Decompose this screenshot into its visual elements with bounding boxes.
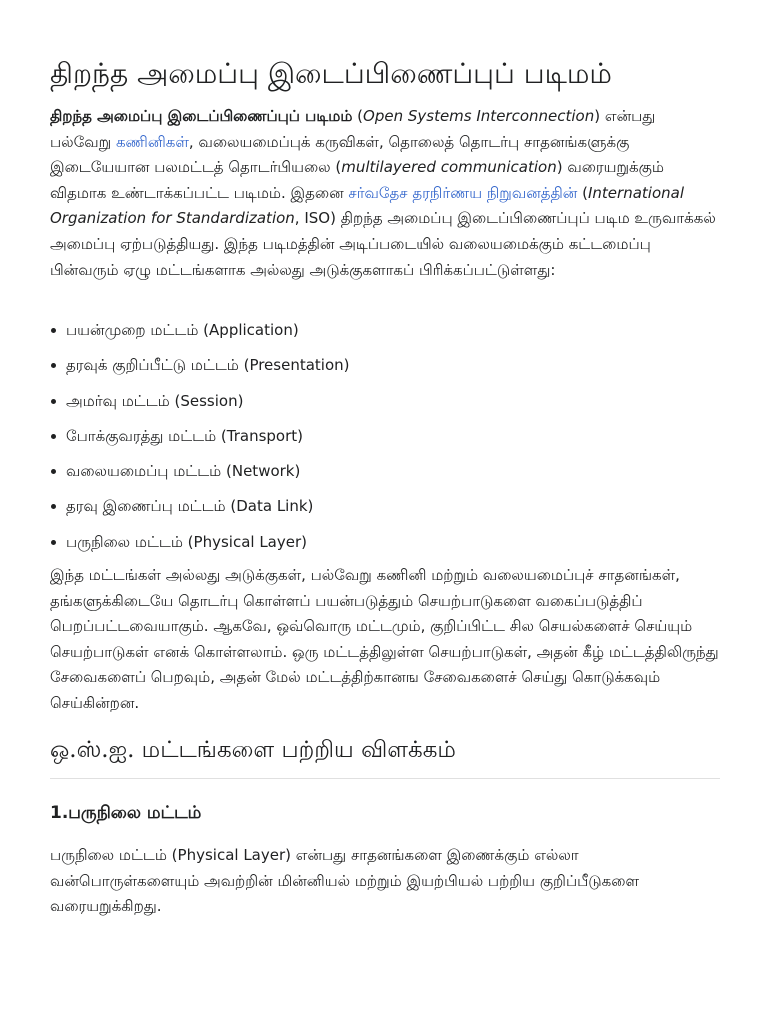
intro-text: ) வரையறுக்கும் விதமாக உண்டாக்கப்பட்ட படிமம். இதனை	[50, 158, 664, 202]
layer-list	[50, 316, 720, 563]
list-item: பருநிலை மட்டம் (Physical Layer)	[50, 528, 720, 563]
list-item: வலையமைப்பு மட்டம் (Network)	[50, 457, 720, 492]
intro-english-name: Open Systems Interconnection	[363, 107, 595, 125]
intro-text: (	[352, 107, 364, 125]
intro-text: (	[577, 183, 588, 202]
intro-text: , வலையமைப்புக் கருவிகள், தொலைத் தொடர்பு சாதனங்களுக்கு இடையேயான பலமட்டத் தொடர்பியலை (	[50, 132, 630, 177]
list-item: தரவு இணைப்பு மட்டம் (Data Link)	[50, 492, 720, 527]
intro-text: , ISO) திறந்த அமைப்பு இடைப்பிணைப்புப் படிம உருவாக்கல் அமைப்பு ஏற்படுத்தியது. இந்த படிமத்தின் அடிப்படையில் வலையமைக்கும் கட்டமைப்பு பின்வரும் ஏழு மட்டங்களாக அல்லது அடுக்குகளாகப் பிரிக்கப்பட்டுள்ளது:	[50, 209, 716, 279]
list-item: அமர்வு மட்டம் (Session)	[50, 387, 720, 422]
intro-iso-full: International Organization for Standardization	[50, 183, 684, 228]
list-item: தரவுக் குறிப்பீட்டு மட்டம் (Presentation)	[50, 351, 720, 386]
intro-multilayered: multilayered communication	[341, 158, 557, 177]
intro-paragraph	[50, 104, 720, 283]
intro-text: ) என்பது பல்வேறு	[50, 107, 656, 151]
layers-explanation-paragraph: இந்த மட்டங்கள் அல்லது அடுக்குகள், பல்வேறு கணினி மற்றும் வலையமைப்புச் சாதனங்கள், தங்களுக்கிடையே தொடர்பு கொள்ளப் பயன்படுத்தும் செயற்பாடுகளை வகைப்படுத்திப் பெறப்பட்டவையாகும். ஆகவே, ஒவ்வொரு மட்டமும், குறிப்பிட்ட சில செயல்களைச் செய்யும் செயற்பாடுகள் எனக் கொள்ளலாம். ஒரு மட்டத்திலுள்ள செயற்பாடுகள், அதன் கீழ் மட்டத்திலிருந்து சேவைகளைப் பெறவும், அதன் மேல் மட்டத்திற்கானங சேவைகளைச் செய்து கொடுக்கவும் செய்கின்றன.	[50, 566, 719, 712]
link-iso[interactable]: சர்வதேச தரநிர்ணய நிறுவனத்தின்	[348, 183, 578, 202]
section-heading: ஒ.ஸ்.ஐ. மட்டங்களை பற்றிய விளக்கம்	[50, 732, 720, 779]
list-item: பயன்முறை மட்டம் (Application)	[50, 316, 720, 351]
list-item: போக்குவரத்து மட்டம் (Transport)	[50, 422, 720, 457]
intro-bold-term: திறந்த அமைப்பு இடைப்பிணைப்புப் படிமம்	[50, 107, 353, 125]
page-title: திறந்த அமைப்பு இடைப்பிணைப்புப் படிமம்	[50, 57, 612, 90]
link-computers[interactable]: கணினிகள்	[115, 132, 189, 151]
physical-layer-paragraph: பருநிலை மட்டம் (Physical Layer) என்பது சாதனங்களை இணைக்கும் எல்லா வன்பொருள்களையும் அவற்றின் மின்னியல் மற்றும் இயற்பியல் பற்றிய குறிப்பீடுகளை வரையறுக்கிறது.	[50, 846, 639, 916]
subsection-heading: 1.பருநிலை மட்டம்	[50, 803, 202, 823]
